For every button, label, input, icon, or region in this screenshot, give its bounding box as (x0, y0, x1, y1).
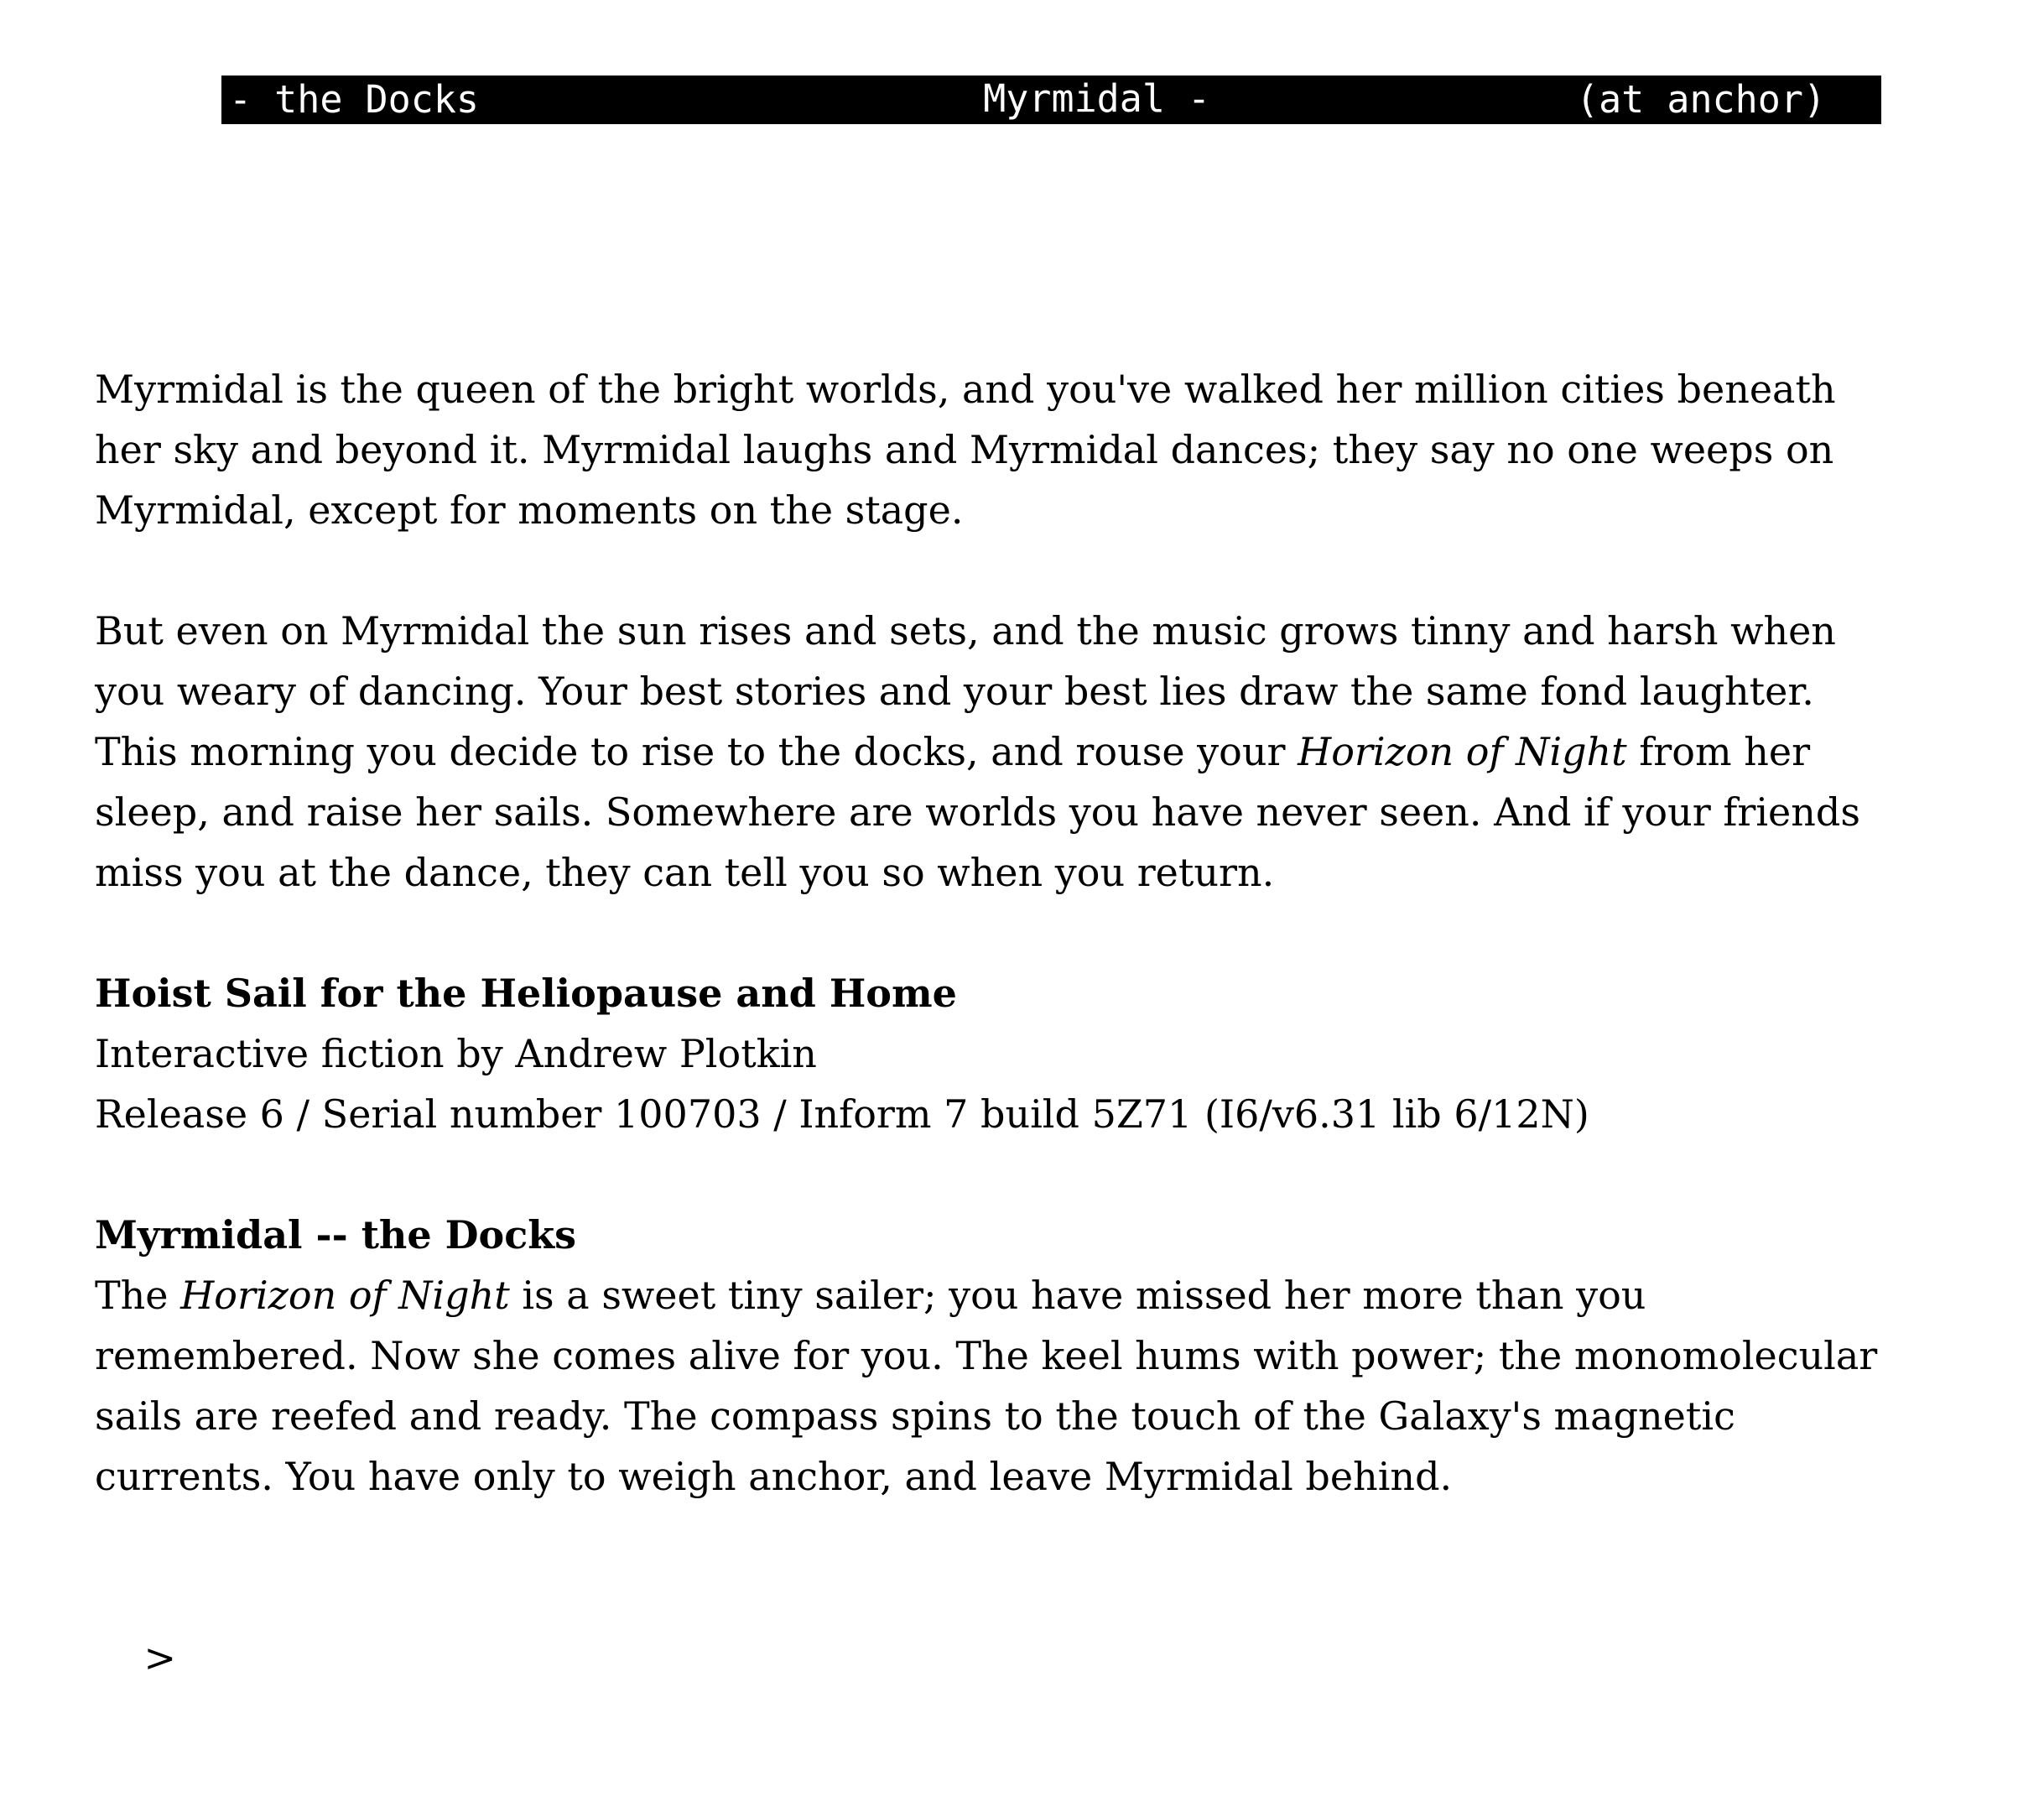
text-line: sleep, and raise her sails. Somewhere are worlds you have never seen. And if your friends (95, 789, 1860, 835)
intro-paragraph (95, 359, 2010, 540)
ship-name-italic: Horizon of Night (1298, 729, 1627, 774)
game-title: Hoist Sail for the Heliopause and Home (95, 971, 957, 1016)
text-segment: is a sweet tiny sailer; you have missed her more than you (509, 1273, 1646, 1318)
room-block (95, 1205, 2010, 1507)
text-line (95, 1265, 2010, 1325)
text-line: you weary of dancing. Your best stories and your best lies draw the same fond laughter. (95, 669, 1814, 714)
text-segment: This morning you decide to rise to the docks, and rouse your (95, 729, 1298, 774)
story-window[interactable] (95, 359, 2010, 1748)
game-release-info: Release 6 / Serial number 100703 / Inform 7 build 5Z71 (I6/v6.31 lib 6/12N) (95, 1091, 1589, 1137)
game-banner (95, 963, 2010, 1144)
text-line: sails are reefed and ready. The compass spins to the touch of the Galaxy's magnetic (95, 1393, 1735, 1439)
status-room-name: Myrmidal - (964, 76, 1230, 122)
ship-name-italic: Horizon of Night (180, 1273, 510, 1318)
morning-paragraph (95, 601, 2010, 903)
text-line: Myrmidal, except for moments on the stage. (95, 487, 964, 533)
prompt-symbol: > (143, 1635, 177, 1680)
status-ship-state-text: (at anchor) (1575, 77, 1826, 122)
command-input-line[interactable] (95, 1567, 2010, 1748)
text-segment: The (95, 1273, 181, 1318)
text-line: But even on Myrmidal the sun rises and sets, and the music grows tinny and harsh when (95, 608, 1836, 653)
text-segment: from her (1626, 729, 1811, 774)
text-line (95, 721, 2010, 782)
text-line: currents. You have only to weigh anchor, and leave Myrmidal behind. (95, 1454, 1453, 1499)
room-heading: Myrmidal -- the Docks (95, 1212, 577, 1257)
game-byline: Interactive fiction by Andrew Plotkin (95, 1031, 817, 1076)
text-line: her sky and beyond it. Myrmidal laughs and Myrmidal dances; they say no one weeps on (95, 427, 1834, 472)
status-location-text: - the Docks (229, 77, 480, 122)
status-bar (221, 29, 1881, 124)
text-line: Myrmidal is the queen of the bright worlds, and you've walked her million cities beneath (95, 367, 1836, 412)
text-line: miss you at the dance, they can tell you so when you return. (95, 850, 1275, 895)
text-line: remembered. Now she comes alive for you. The keel hums with power; the monomolecular (95, 1333, 1878, 1378)
